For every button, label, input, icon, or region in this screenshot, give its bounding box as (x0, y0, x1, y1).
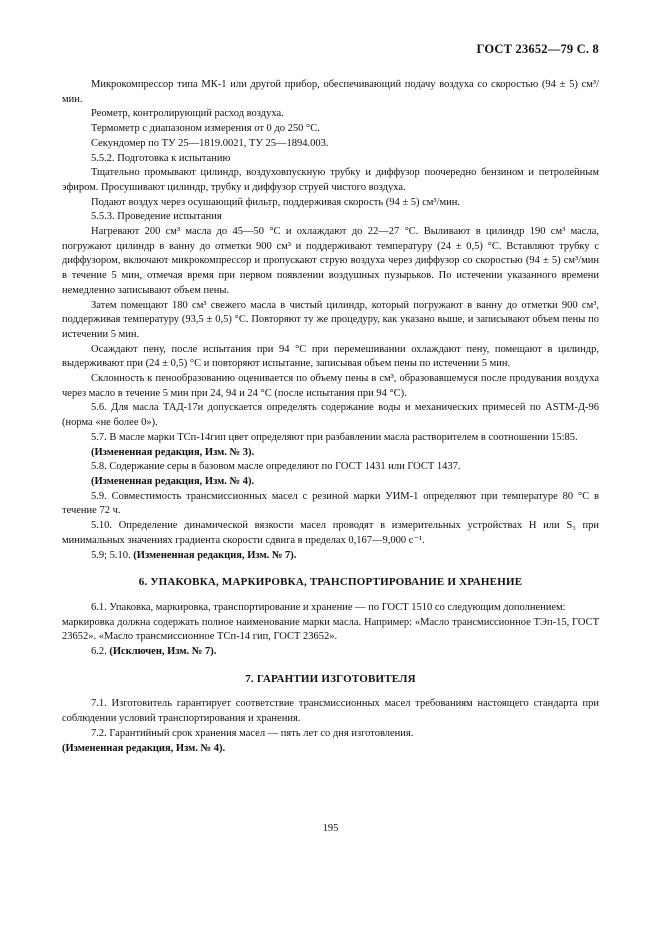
document-body (62, 78, 599, 756)
amendment-note: (Исключен, Изм. № 7). (109, 646, 217, 658)
paragraph: Микрокомпрессор типа МК-1 или другой прибор, обеспечивающий подачу воздуха со скоростью (94 ± 5) см³/мин. (62, 79, 599, 105)
paragraph: 6.1. Упаковка, маркировка, транспортирование и хранение — по ГОСТ 1510 со следующим дополнением: (91, 601, 566, 613)
amendment-note: (Измененная редакция, Изм. № 7). (133, 549, 297, 561)
paragraph: Затем помещают 180 см³ свежего масла в чистый цилиндр, который погружают в ванну до отметки 900 см³, поддерживая температуру (93,5 ± 0,5) °С. Повторяют ту же процедуру, как указано выше, и записывают объем пены по истечении 5 мин. (62, 299, 599, 340)
paragraph: 7.1. Изготовитель гарантирует соответствие трансмиссионных масел требованиям настоящего стандарта при соблюдении условий транспортирования и хранения. (62, 698, 599, 725)
section-title-6: 6. УПАКОВКА, МАРКИРОВКА, ТРАНСПОРТИРОВАНИЕ И ХРАНЕНИЕ (138, 576, 523, 589)
amendment-note: (Измененная редакция, Изм. № 4). (62, 742, 226, 754)
clause-ref: 6.2. (91, 646, 107, 658)
paragraph: 5.8. Содержание серы в базовом масле определяют по ГОСТ 1431 или ГОСТ 1437. (91, 461, 461, 473)
paragraph: Секундомер по ТУ 25—1819.0021, ТУ 25—1894.003. (91, 137, 329, 149)
section-title-7: 7. ГАРАНТИИ ИЗГОТОВИТЕЛЯ (245, 672, 416, 685)
paragraph: Реометр, контролирующий расход воздуха. (91, 108, 284, 120)
page-header: ГОСТ 23652—79 С. 8 (476, 42, 599, 56)
paragraph: Нагревают 200 см³ масла до 45—50 °С и охлаждают до 22—27 °С. Выливают в цилиндр 190 см³ масла, погружают цилиндр в ванну до отметки 900 см³ и поддерживают температуру (24 ± 0,5) °С. Вставляют трубку с диффузором, включают микрокомпрессор и пропускают струю воздуха через диффузор со скоростью (94 ± 5) см³/мин в течение 5 мин, отмечая время при первом появлении воздушных пузырьков. По истечении указанного времени немедленно записывают объем пены. (62, 226, 599, 296)
paragraph: 7.2. Гарантийный срок хранения масел — пять лет со дня изготовления. (91, 727, 414, 739)
paragraph: маркировка должна содержать полное наименование марки масла. Например: «Масло трансмиссионное ТЭп-15, ГОСТ 23652». «Масло трансмиссионное ТСп-14 гип, ГОСТ 23652». (62, 616, 599, 643)
paragraph: Тщательно промывают цилиндр, воздуховпускную трубку и диффузор поочередно бензином и петролейным эфиром. Просушивают цилиндр, трубку и диффузор струей чистого воздуха. (62, 167, 599, 193)
paragraph: 5.7. В масле марки ТСп-14гип цвет определяют при разбавлении масла растворителем в соотношении 15:85. (91, 431, 578, 443)
clause-ref: 5.9; 5.10. (91, 549, 131, 561)
paragraph: 5.9. Совместимость трансмиссионных масел с резиной марки УИМ-1 определяют при температуре 80 °С в течение 72 ч. (62, 490, 599, 517)
paragraph: Термометр с диапазоном измерения от 0 до 250 °С. (91, 123, 320, 135)
paragraph: 5.10. Определение динамической вязкости масел проводят в измерительных устройствах Н или S₃ при минимальных значениях градиента скорости сдвига в пределах 0,167—9,000 с⁻¹. (62, 520, 599, 546)
paragraph (62, 549, 599, 564)
paragraph: Осаждают пену, после испытания при 94 °С при перемешивании охлаждают пену, помещают в цилиндр, выдерживают при (24 ± 0,5) °С и повторяют испытание, записывая объем пены по истечении 5 мин. (62, 343, 599, 370)
amendment-note: (Измененная редакция, Изм. № 4). (91, 475, 255, 487)
subsection-heading: 5.5.3. Проведение испытания (91, 211, 222, 223)
paragraph (62, 645, 599, 660)
paragraph: 5.6. Для масла ТАД-17и допускается определять содержание воды и механических примесей по ASTM-Д-96 (норма «не более 0»). (62, 402, 599, 429)
paragraph: Подают воздух через осушающий фильтр, поддерживая скорость (94 ± 5) см³/мин. (91, 196, 460, 208)
subsection-heading: 5.5.2. Подготовка к испытанию (91, 152, 231, 164)
amendment-note: (Измененная редакция, Изм. № 3). (91, 446, 255, 458)
paragraph: Склонность к пенообразованию оценивается по объему пены в см³, образовавшемуся после продувания воздуха через масло в течение 5 мин при 24, 94 и 24 °С (после испытания при 94 °С). (62, 373, 599, 399)
page-number: 195 (322, 823, 339, 834)
